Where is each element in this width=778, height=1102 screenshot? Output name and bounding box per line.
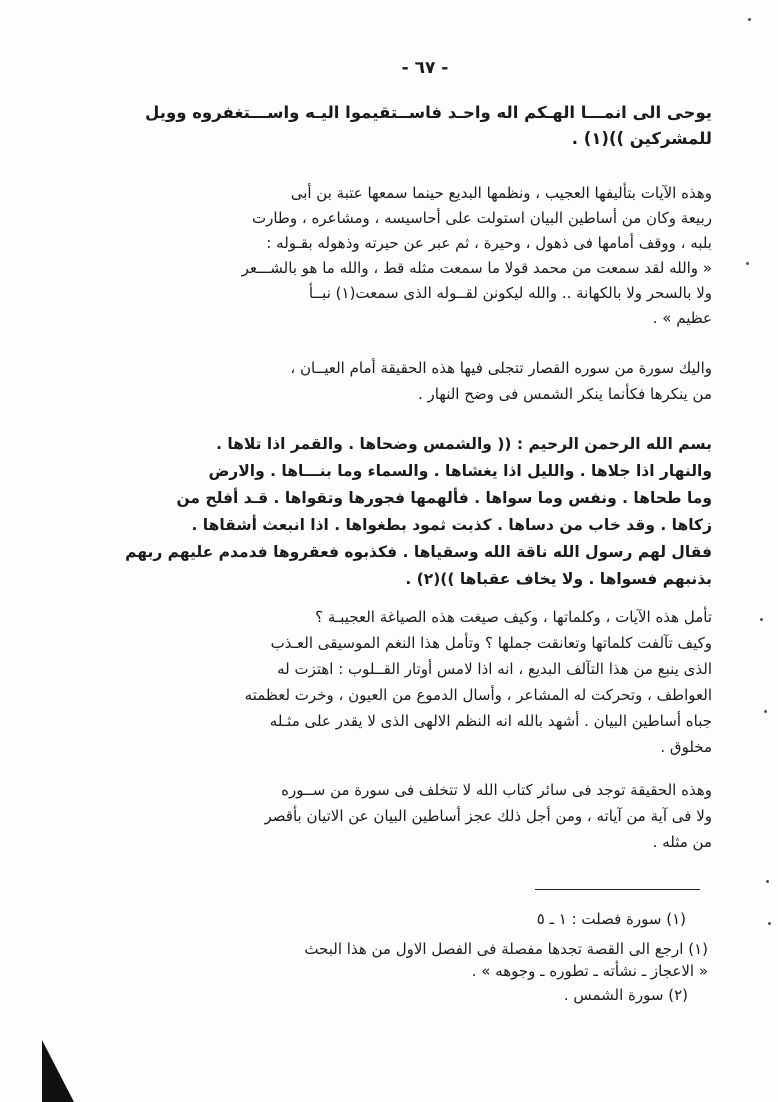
text-line: زكاها . وقد خاب من دساها . كذبت ثمود بطغواها . اذا انبعث أشقاها .: [191, 516, 712, 534]
text-line: ولا فى آية من آياته ، ومن أجل ذلك عجز أساطين البيان عن الاتيان بأقصر: [264, 807, 712, 825]
text-line: تأمل هذه الآيات ، وكلماتها ، وكيف صيغت هذه الصياغة العجيبـة ؟: [315, 608, 712, 626]
footnote: (١) سورة فصلت : ١ ـ ٥: [536, 910, 686, 928]
paragraph-intro-surah: [167, 355, 712, 407]
text-line: للمشركين ))(١) .: [571, 129, 712, 148]
scan-speck: [768, 922, 771, 925]
scan-speck: [764, 710, 767, 713]
page-number: - ٦٧ -: [401, 58, 449, 78]
footnote: (١) ارجع الى القصة تجدها مفصلة فى الفصل الاول من هذا البحث: [304, 940, 708, 958]
text-line: الذى ينبع من هذا التآلف البديع ، انه اذا لامس أوتار القــلوب : اهتزت له: [277, 660, 712, 678]
text-line: وكيف تآلفت كلماتها وتعانقت جملها ؟ وتأمل هذا النغم الموسيقى العـذب: [270, 634, 712, 652]
scan-speck: [760, 618, 763, 621]
scan-speck: [746, 262, 749, 265]
text-line: جباه أساطين البيان . أشهد بالله انه النظم الالهى الذى لا يقدر على مثـله: [269, 712, 712, 730]
footnote: « الاعجاز ـ نشأته ـ تطوره ـ وجوهه » .: [471, 962, 708, 980]
text-line: وما طحاها . ونفس وما سواها . فألهمها فجورها وتقواها . قـد أفلح من: [176, 489, 712, 507]
footnote-separator: [535, 889, 700, 890]
text-line: من ينكرها فكأنما ينكر الشمس فى وضح النهار .: [417, 385, 712, 403]
scan-corner-shadow: [42, 1040, 74, 1102]
text-line: واليك سورة من سوره القصار تتجلى فيها هذه الحقيقة أمام العيــان ،: [290, 359, 712, 377]
text-line: مخلوق .: [660, 738, 712, 756]
paragraph-utba: [167, 181, 712, 331]
text-line: فقال لهم رسول الله ناقة الله وسقياها . فكذبوه فعقروها فدمدم عليهم ربهم: [125, 543, 712, 561]
text-line: العواطف ، وتحركت له المشاعر ، وأسال الدموع من العيون ، وخرت لعظمته: [244, 686, 712, 704]
text-line: والنهار اذا جلاها . والليل اذا يغشاها . والسماء وما بنـــاها . والارض: [208, 462, 712, 480]
text-line: بسم الله الرحمن الرحيم : (( والشمس وضحاها . والقمر اذا تلاها .: [216, 435, 712, 453]
scan-speck: [766, 880, 769, 883]
text-line: « والله لقد سمعت من محمد قولا ما سمعت مثله قط ، والله ما هو بالشـــعر: [241, 259, 712, 277]
scan-speck: [748, 18, 751, 21]
text-line: وهذه الآيات بتأليفها العجيب ، ونظمها البديع حينما سمعها عتبة بن أبى: [290, 184, 712, 202]
text-line: بذنبهم فسواها . ولا يخاف عقباها ))(٢) .: [405, 570, 712, 588]
verse-continuation: [145, 100, 712, 152]
text-line: يوحى الى انمـــا الهـكم اله واحـد فاســتقيموا اليـه واســـتغفروه وويل: [145, 103, 712, 122]
footnote: (٢) سورة الشمس .: [563, 986, 688, 1004]
text-line: وهذه الحقيقة توجد فى سائر كتاب الله لا تتخلف فى سورة من ســوره: [281, 781, 712, 799]
paragraph-reflection: [167, 604, 712, 760]
surah-ash-shams: [125, 431, 712, 593]
text-line: ربيعة وكان من أساطين البيان استولت على أحاسيسه ، ومشاعره ، وطارت: [251, 209, 712, 227]
text-line: من مثله .: [652, 833, 712, 851]
paragraph-conclusion: [167, 777, 712, 855]
text-line: عظيم » .: [652, 309, 712, 327]
text-line: بلبه ، ووقف أمامها فى ذهول ، وحيرة ، ثم عبر عن حيرته وذهوله بقـوله :: [266, 234, 712, 252]
text-line: ولا بالسحر ولا بالكهانة .. والله ليكونن لقــوله الذى سمعت(١) نبــأ: [308, 284, 712, 302]
